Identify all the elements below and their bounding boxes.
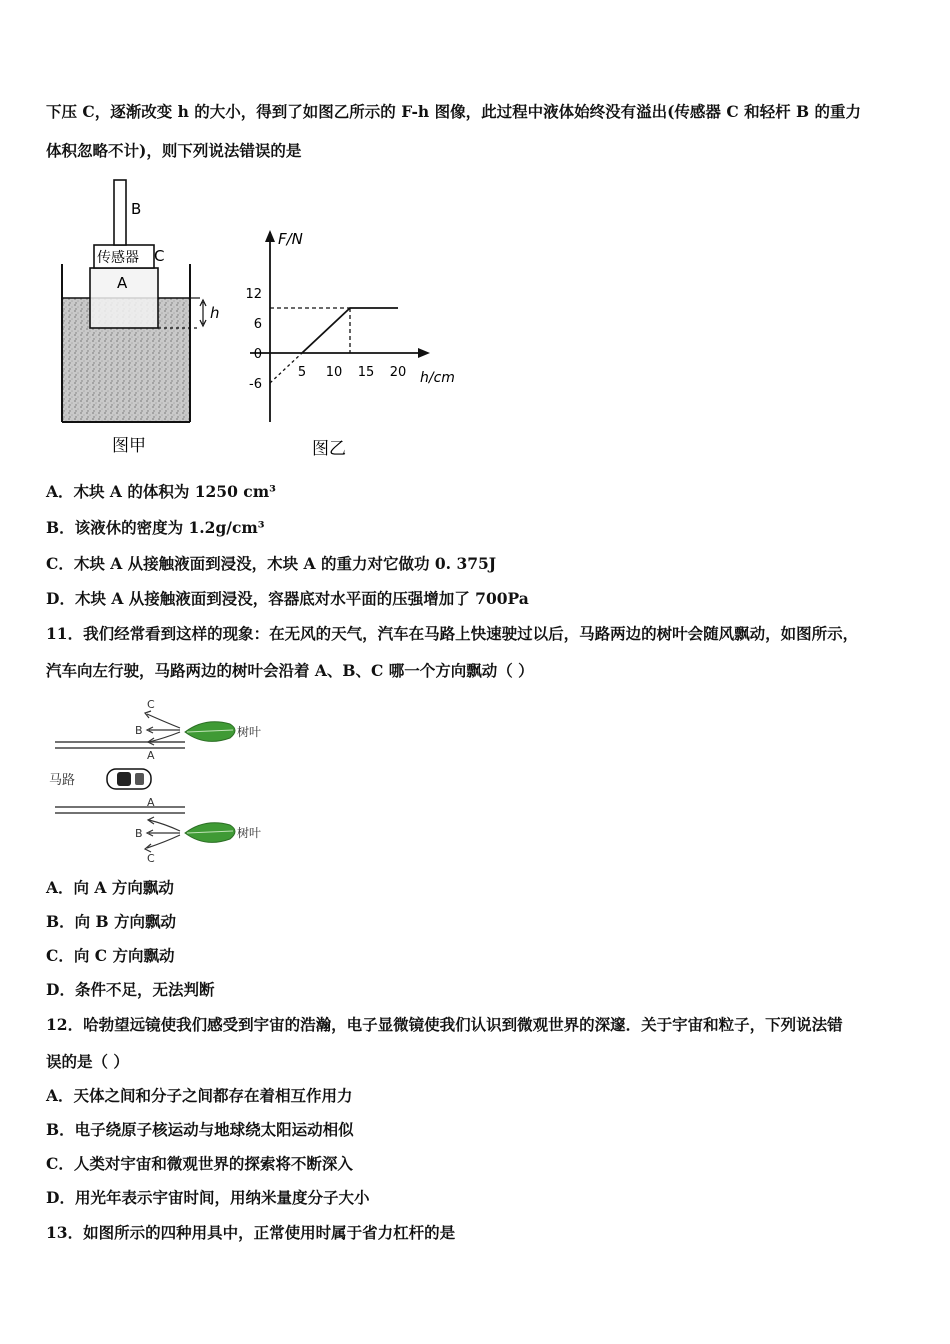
- label-h: h: [210, 304, 220, 322]
- q13-line-1: 13．如图所示的四种用具中，正常使用时属于省力杠杆的是: [46, 1223, 456, 1242]
- chart-yi: [230, 222, 480, 466]
- top-label-a: A: [147, 749, 155, 762]
- x-tick-label-0: 5: [297, 365, 307, 380]
- q12-line-2: 误的是（ ）: [46, 1052, 129, 1071]
- leaf-icon-top: [185, 722, 235, 742]
- q11-option-a: A．向 A 方向飘动: [46, 878, 174, 897]
- leaf-label-bottom: 树叶: [237, 826, 262, 840]
- q12-option-c: C．人类对宇宙和微观世界的探索将不断深入: [46, 1154, 353, 1173]
- x-tick-label-3: 20: [389, 365, 407, 380]
- y-tick-label-3: -6: [249, 377, 262, 392]
- q11-line-2: 汽车向左行驶，马路两边的树叶会沿着 A、B、C 哪一个方向飘动（ ）: [46, 661, 534, 680]
- q10-option-a: A．木块 A 的体积为 1250 cm³: [46, 482, 276, 501]
- y-tick-label-0: 12: [245, 287, 262, 302]
- q11-line-1: 11．我们经常看到这样的现象：在无风的天气，汽车在马路上快速驶过以后，马路两边的树叶会随风飘动，如图所示，: [46, 624, 859, 643]
- y-axis-arrow: [265, 230, 275, 242]
- q11-option-c: C．向 C 方向飘动: [46, 946, 175, 965]
- label-sensor: 传感器: [97, 250, 139, 266]
- top-label-c: C: [147, 698, 155, 711]
- bottom-label-a: A: [147, 796, 155, 809]
- x-tick-label-2: 15: [357, 365, 375, 380]
- top-label-b: B: [135, 724, 143, 737]
- figure-yi-caption: 图乙: [312, 439, 346, 459]
- car-icon: [107, 769, 151, 789]
- figure-jia-caption: 图甲: [112, 436, 146, 456]
- chart-xlabel: h/cm: [420, 370, 455, 386]
- chart-ylabel: F/N: [278, 230, 303, 248]
- rod-b: [114, 180, 126, 245]
- q10-option-d: D．木块 A 从接触液面到浸没，容器底对水平面的压强增加了 700Pa: [46, 589, 529, 608]
- figure-q11: [45, 692, 285, 864]
- label-b: B: [131, 200, 142, 218]
- intro-line-1: 下压 C，逐渐改变 h 的大小，得到了如图乙所示的 F-h 图像，此过程中液体始终没有溢出(传感器 C 和轻杆 B 的重力: [46, 102, 861, 121]
- y-tick-label-1: 6: [253, 317, 262, 332]
- q12-option-b: B．电子绕原子核运动与地球绕太阳运动相似: [46, 1120, 354, 1139]
- q11-option-b: B．向 B 方向飘动: [46, 912, 176, 931]
- intro-line-2: 体积忽略不计)，则下列说法错误的是: [46, 141, 302, 160]
- label-c: C: [154, 247, 165, 265]
- x-tick-label-1: 10: [325, 365, 343, 380]
- y-tick-label-2: 0: [253, 347, 262, 362]
- bottom-label-c: C: [147, 852, 155, 864]
- bottom-label-b: B: [135, 827, 143, 840]
- q10-option-c: C．木块 A 从接触液面到浸没，木块 A 的重力对它做功 0. 375J: [46, 554, 497, 573]
- q12-line-1: 12．哈勃望远镜使我们感受到宇宙的浩瀚，电子显微镜使我们认识到微观世界的深邃．关于宇宙和粒子，下列说法错: [46, 1015, 843, 1034]
- q11-option-d: D．条件不足，无法判断: [46, 980, 215, 999]
- q10-option-b: B．该液休的密度为 1.2g/cm³: [46, 518, 265, 537]
- figure-yi: [230, 222, 480, 466]
- label-a: A: [117, 274, 128, 292]
- q12-option-a: A．天体之间和分子之间都存在着相互作用力: [46, 1086, 353, 1105]
- q12-option-d: D．用光年表示宇宙时间，用纳米量度分子大小: [46, 1188, 370, 1207]
- leaf-label-top: 树叶: [237, 725, 262, 739]
- leaf-icon-bottom: [185, 823, 235, 843]
- figure-jia: [50, 172, 230, 464]
- road-label: 马路: [49, 773, 76, 788]
- x-axis-arrow: [418, 348, 430, 358]
